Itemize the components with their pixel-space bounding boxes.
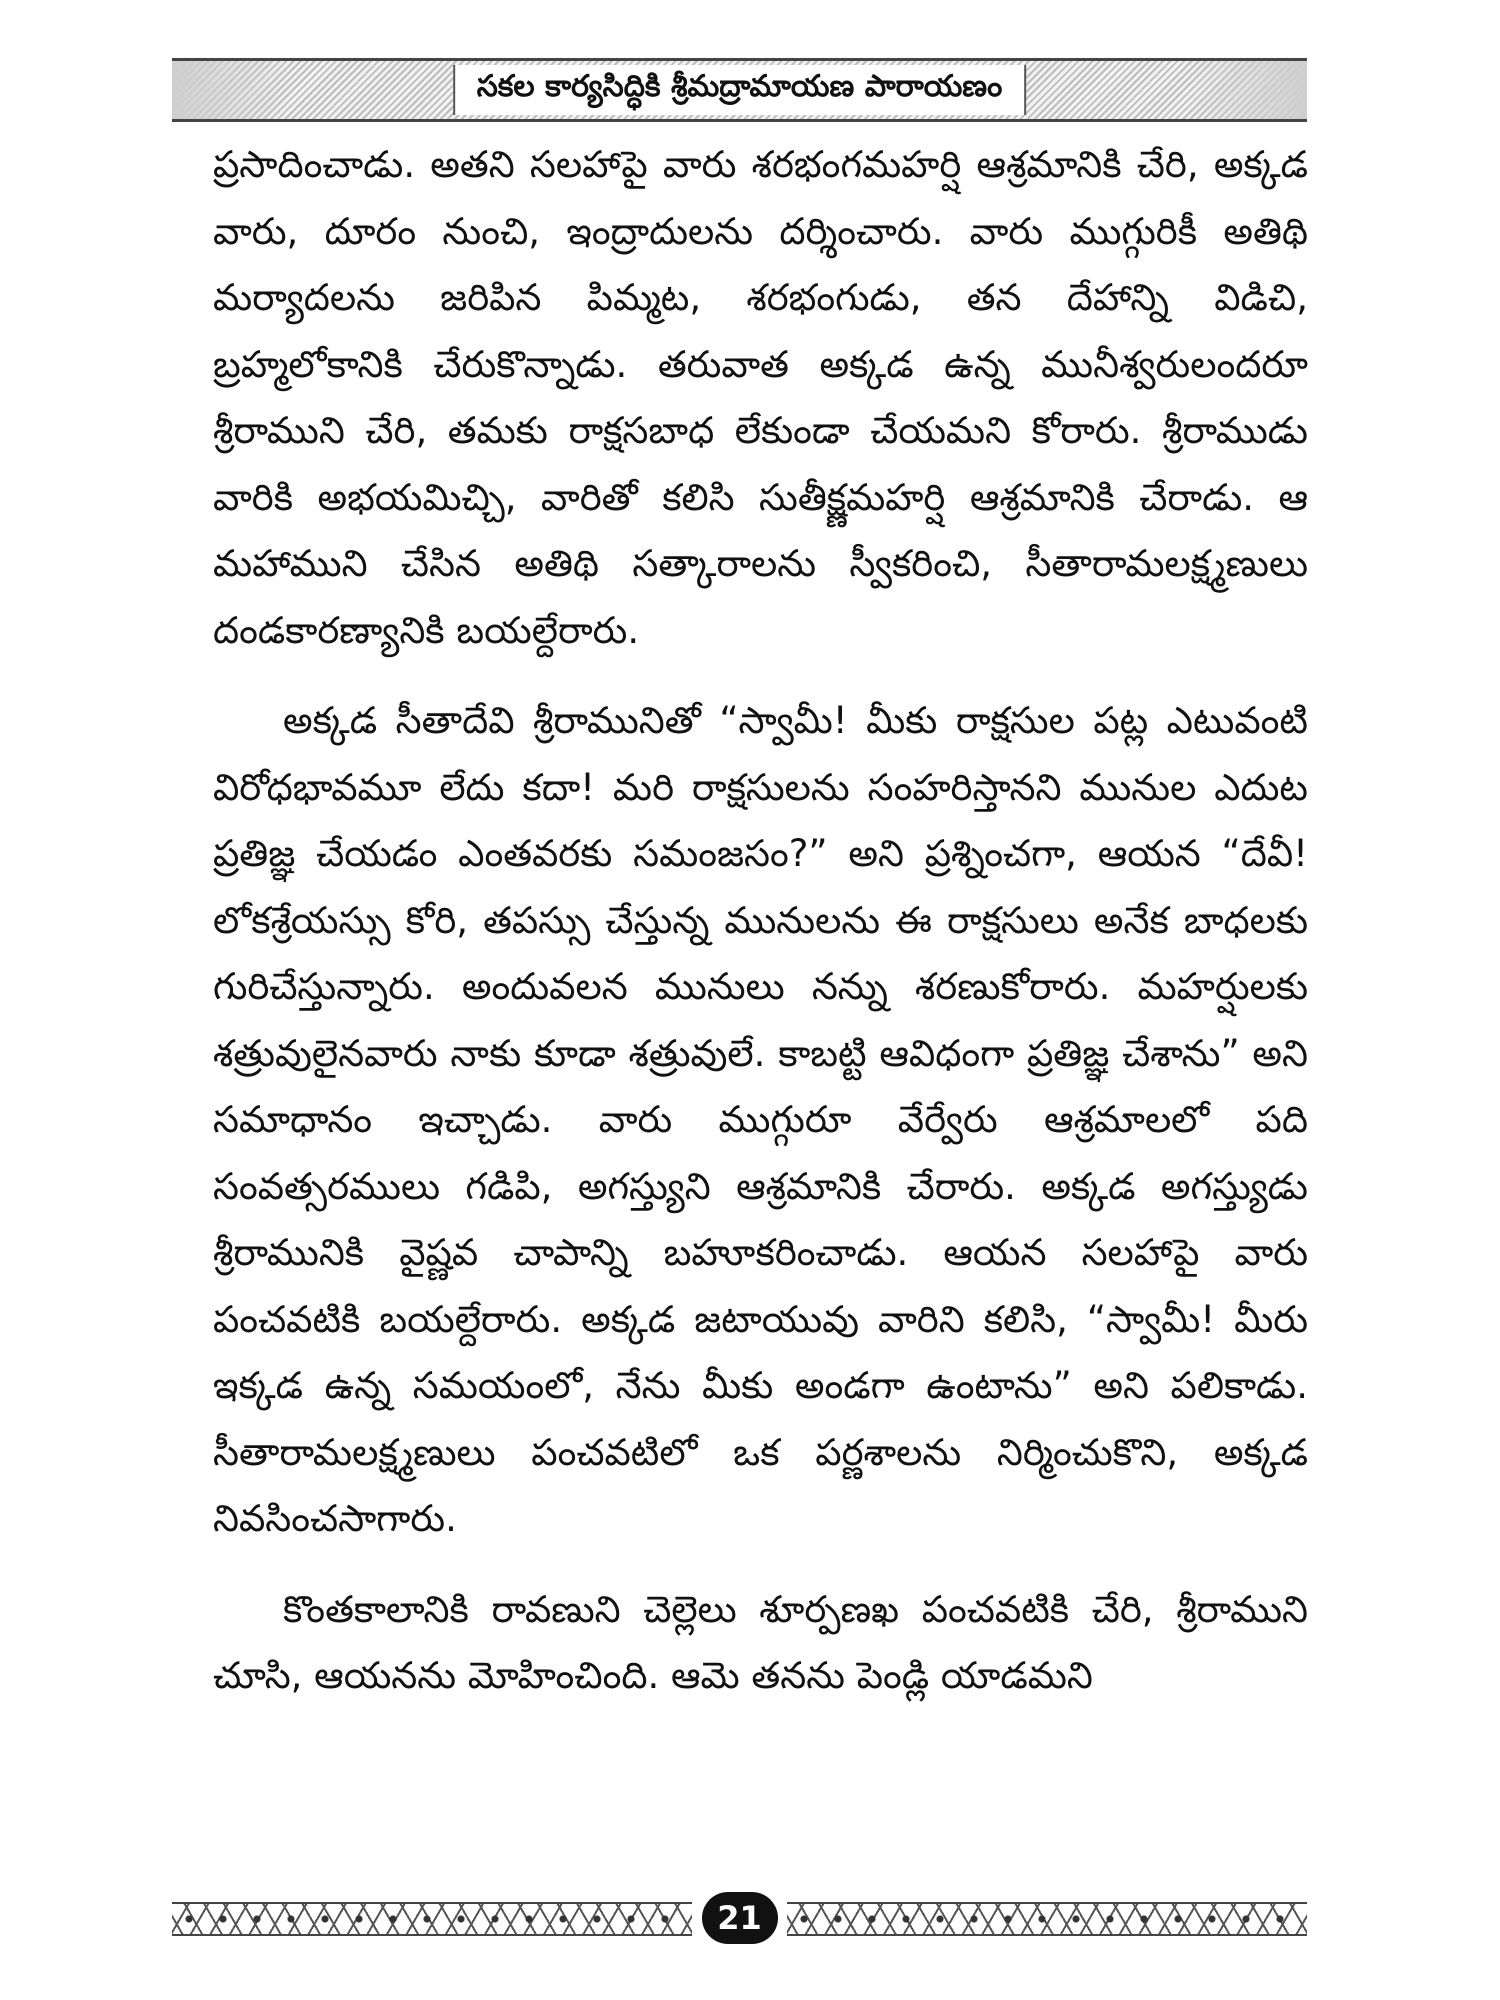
header-pattern-left	[172, 61, 292, 119]
paragraph-2: అక్కడ సీతాదేవి శ్రీరామునితో “స్వామీ! మీకు రాక్షసుల పట్ల ఎటువంటి విరోధభావమూ లేదు కదా! మరి రాక్షసులను సంహరిస్తానని మునుల ఎదుట ప్రతిజ్ఞ చేయడం ఎంతవరకు సమంజసం?” అని ప్రశ్నించగా, ఆయన “దేవీ! లోకశ్రేయస్సు కోరి, తపస్సు చేస్తున్న మునులను ఈ రాక్షసులు అనేక బాధలకు గురిచేస్తున్నారు. అందువలన మునులు నన్ను శరణుకోరారు. మహర్షులకు శత్రువులైనవారు నాకు కూడా శత్రువులే. కాబట్టి ఆవిధంగా ప్రతిజ్ఞ చేశాను” అని సమాధానం ఇచ్చాడు. వారు ముగ్గురూ వేర్వేరు ఆశ్రమాలలో పది సంవత్సరములు గడిపి, అగస్త్యుని ఆశ్రమానికి చేరారు. అక్కడ అగస్త్యుడు శ్రీరామునికి వైష్ణవ చాపాన్ని బహూకరించాడు. ఆయన సలహాపై వారు పంచవటికి బయల్దేరారు. అక్కడ జటాయువు వారిని కలిసి, “స్వామీ! మీరు ఇక్కడ ఉన్న సమయంలో, నేను మీకు అండగా ఉంటాను” అని పలికాడు. సీతారామలక్ష్మణులు పంచవటిలో ఒక పర్ణశాలను నిర్మించుకొని, అక్కడ నివసించసాగారు.	[213, 699, 1308, 1540]
header-title: సకల కార్యసిద్ధికి శ్రీమద్రామాయణ పారాయణం	[453, 65, 1027, 115]
running-header	[172, 58, 1307, 122]
paragraph-3: కొంతకాలానికి రావణుని చెల్లెలు శూర్పణఖ పంచవటికి చేరి, శ్రీరాముని చూసి, ఆయనను మోహించింది. ఆమె తనను పెండ్లి యాడమని	[213, 1587, 1308, 1697]
page-number: 21	[702, 1892, 778, 1944]
footer-ornament-left	[172, 1902, 692, 1936]
footer-ornament-right	[787, 1902, 1307, 1936]
paragraph-1: ప్రసాదించాడు. అతని సలహాపై వారు శరభంగమహర్షి ఆశ్రమానికి చేరి, అక్కడ వారు, దూరం నుంచి, ఇంద్రాదులను దర్శించారు. వారు ముగ్గురికీ అతిథి మర్యాదలను జరిపిన పిమ్మట, శరభంగుడు, తన దేహాన్ని విడిచి, బ్రహ్మలోకానికి చేరుకొన్నాడు. తరువాత అక్కడ ఉన్న మునీశ్వరులందరూ శ్రీరాముని చేరి, తమకు రాక్షసబాధ లేకుండా చేయమని కోరారు. శ్రీరాముడు వారికి అభయమిచ్చి, వారితో కలిసి సుతీక్ష్ణమహర్షి ఆశ్రమానికి చేరాడు. ఆ మహాముని చేసిన అతిథి సత్కారాలను స్వీకరించి, సీతారామలక్ష్మణులు దండకారణ్యానికి బయల్దేరారు.	[213, 143, 1308, 652]
page-footer	[172, 1890, 1307, 1946]
header-pattern-right	[1187, 61, 1307, 119]
body-text	[213, 132, 1308, 1877]
